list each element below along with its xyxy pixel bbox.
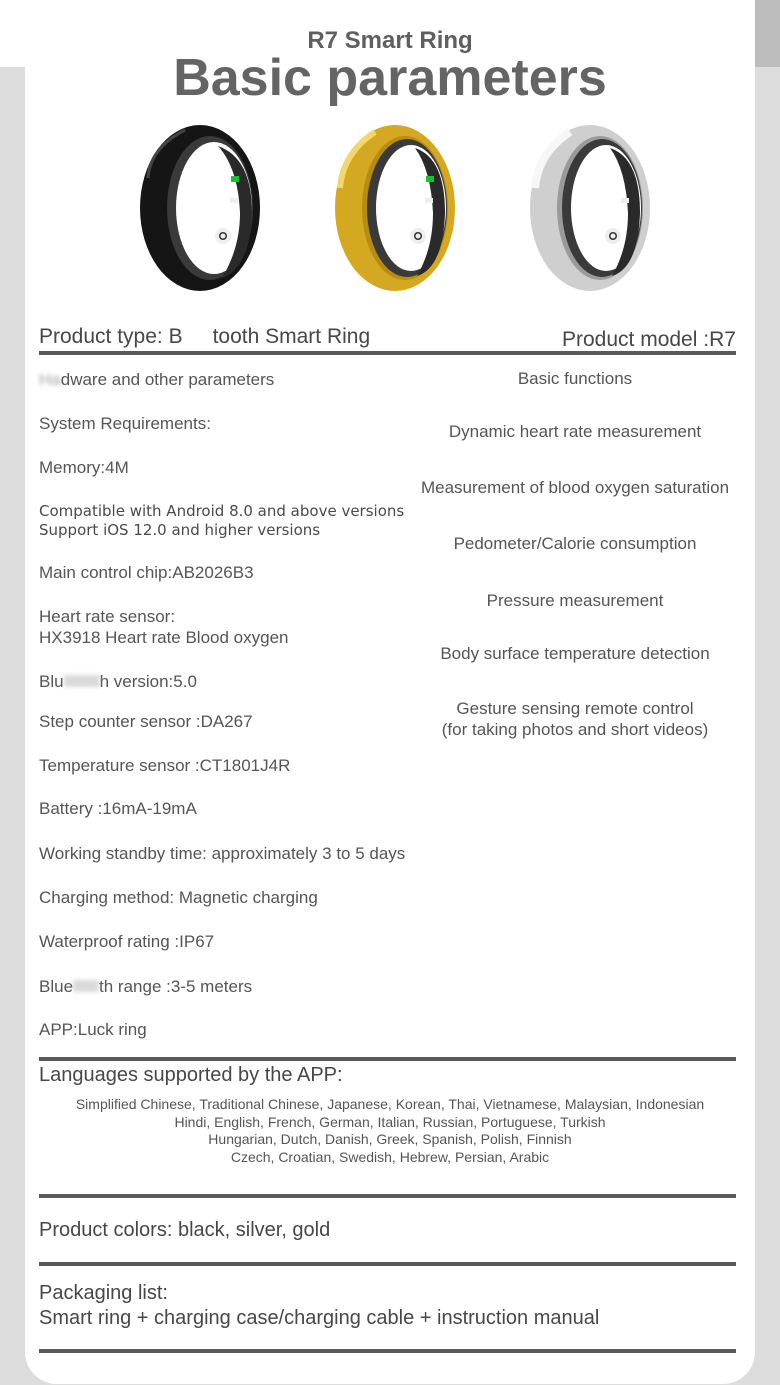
product-colors: Product colors: black, silver, gold xyxy=(39,1219,331,1241)
divider xyxy=(39,351,736,355)
function-item: Pressure measurement xyxy=(486,591,664,610)
step-sensor-spec: Step counter sensor :DA267 xyxy=(39,712,253,731)
divider xyxy=(39,1349,736,1353)
functions-heading: Basic functions xyxy=(517,369,633,388)
function-item: Measurement of blood oxygen saturation xyxy=(420,478,730,497)
product-model: Product model :R7 xyxy=(562,328,736,351)
page-title: Basic parameters xyxy=(173,49,607,107)
ring-image-black xyxy=(130,118,265,296)
waterproof-spec: Waterproof rating :IP67 xyxy=(39,932,215,951)
product-type: Product type: B tooth Smart Ring xyxy=(39,325,371,348)
system-requirements: System Requirements: xyxy=(39,414,211,433)
battery-spec: Battery :16mA-19mA xyxy=(39,799,197,818)
ring-image-silver xyxy=(520,118,655,296)
compat-ios: Support iOS 12.0 and higher versions xyxy=(39,521,321,539)
function-item: Body surface temperature detection xyxy=(440,644,710,663)
bt-range-spec: Blue th range :3-5 meters xyxy=(39,977,253,996)
packaging-label: Packaging list: xyxy=(39,1282,168,1304)
hr-sensor-label: Heart rate sensor: xyxy=(39,607,176,626)
charging-spec: Charging method: Magnetic charging xyxy=(39,888,318,907)
divider xyxy=(39,1057,736,1061)
divider xyxy=(39,1194,736,1198)
languages-list: Simplified Chinese, Traditional Chinese, Japanese, Korean, Thai, Vietnamese, Malaysian, Indonesian Hindi, English, French, German, Italian, Russian, Portuguese, Turkish Hungarian, Dutch, Danish, Greek, Spanish, Polish, Finnish Czech, Croatian, Swedish, Hebrew, Persian, Arabic xyxy=(75,1096,705,1165)
temp-sensor-spec: Temperature sensor :CT1801J4R xyxy=(39,756,291,775)
product-subtitle: R7 Smart Ring xyxy=(307,27,473,54)
function-item: Dynamic heart rate measurement xyxy=(448,422,702,441)
compat-android: Compatible with Android 8.0 and above versions xyxy=(39,502,405,520)
main-chip-spec: Main control chip:AB2026B3 xyxy=(39,563,254,582)
divider xyxy=(39,1262,736,1266)
memory-spec: Memory:4M xyxy=(39,458,129,477)
bt-version-spec: Blu h version:5.0 xyxy=(39,672,197,691)
languages-heading: Languages supported by the APP: xyxy=(39,1064,343,1086)
hr-sensor-value: HX3918 Heart rate Blood oxygen xyxy=(39,628,289,647)
ring-image-gold xyxy=(325,118,460,296)
function-item: Pedometer/Calorie consumption xyxy=(453,534,697,553)
standby-spec: Working standby time: approximately 3 to 5 days xyxy=(39,844,406,863)
hardware-heading: Hadware and other parameters xyxy=(39,370,275,389)
function-item-note: (for taking photos and short videos) xyxy=(441,720,709,739)
app-spec: APP:Luck ring xyxy=(39,1020,147,1039)
packaging-contents: Smart ring + charging case/charging cable + instruction manual xyxy=(39,1307,600,1329)
function-item: Gesture sensing remote control xyxy=(456,699,694,718)
